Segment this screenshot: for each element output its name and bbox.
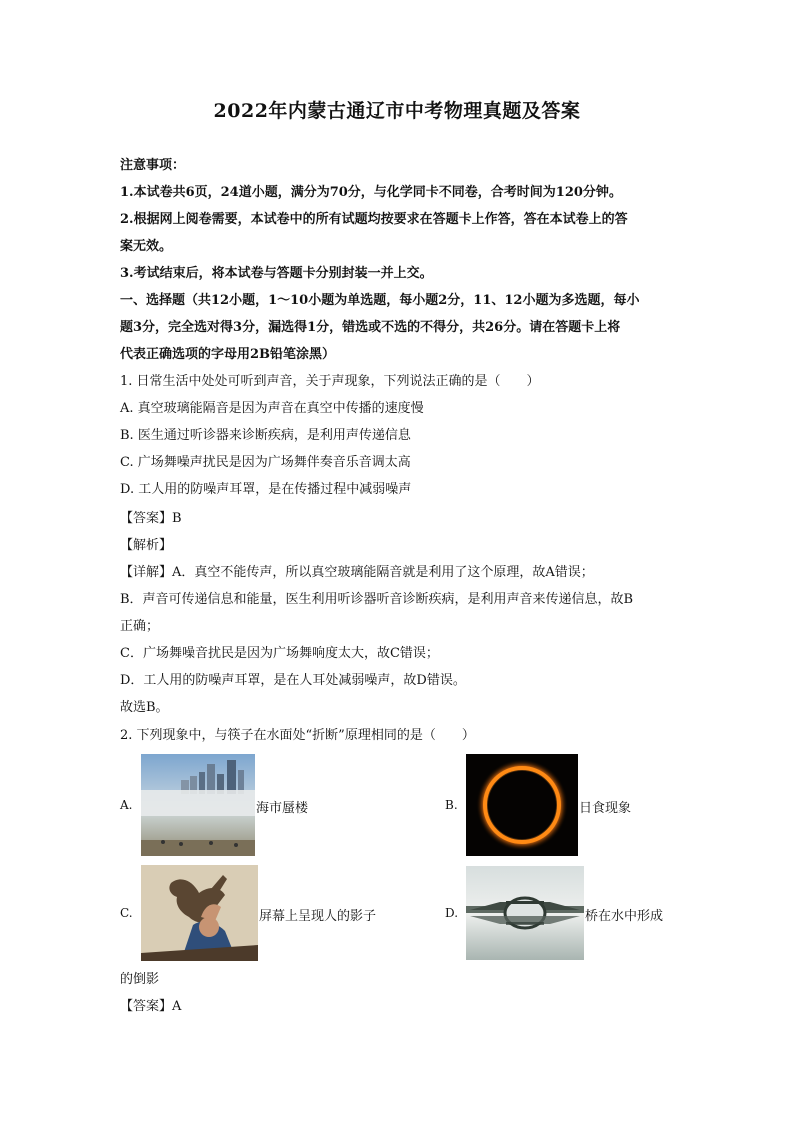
question-2-option-b-text: 日食现象: [579, 801, 632, 816]
notice-item-3: 3.考试结束后，将本试卷与答题卡分别封装一并上交。: [120, 266, 433, 281]
question-1-option-b: B. 医生通过听诊器来诊断疾病，是利用声传递信息: [120, 428, 411, 443]
section-heading-line-1: 一、选择题（共12小题，1～10小题为单选题，每小题2分，11、12小题为多选题，每小: [120, 293, 640, 308]
question-2-option-d-text-cont: 的倒影: [120, 972, 160, 987]
question-1-detail-3: 正确；: [120, 619, 160, 634]
question-2-option-b-letter: B.: [445, 798, 458, 812]
section-heading-line-2: 题3分，完全选对得3分，漏选得1分，错选或不选的不得分，共26分。请在答题卡上将: [120, 320, 621, 335]
mirage-image: [141, 754, 255, 856]
solar-eclipse-image: [466, 754, 578, 856]
question-1-analysis-label: 【解析】: [120, 538, 173, 553]
notice-item-2: 2.根据网上阅卷需要，本试卷中的所有试题均按要求在答题卡上作答，答在本试卷上的答: [120, 212, 628, 227]
notice-item-1: 1.本试卷共6页，24道小题，满分为70分，与化学同卡不同卷，合考时间为120分钟。: [120, 185, 622, 200]
question-1-option-d: D. 工人用的防噪声耳罩，是在传播过程中减弱噪声: [120, 482, 412, 497]
question-1-stem: 1. 日常生活中处处可听到声音，关于声现象，下列说法正确的是（ ）: [120, 374, 540, 389]
question-1-detail-1: 【详解】A．真空不能传声，所以真空玻璃能隔音就是利用了这个原理，故A错误；: [120, 565, 594, 580]
notice-item-2-cont: 案无效。: [120, 239, 173, 254]
question-2-option-d-text: 桥在水中形成: [585, 909, 664, 924]
question-2-option-d-letter: D.: [445, 906, 459, 920]
document-title: 2022年内蒙古通辽市中考物理真题及答案: [213, 100, 581, 122]
question-2-stem: 2. 下列现象中，与筷子在水面处“折断”原理相同的是（ ）: [120, 728, 475, 743]
question-1-option-c: C. 广场舞噪声扰民是因为广场舞伴奏音乐音调太高: [120, 455, 411, 470]
question-1-option-a: A. 真空玻璃能隔音是因为声音在真空中传播的速度慢: [120, 401, 424, 416]
question-1-detail-5: D．工人用的防噪声耳罩，是在人耳处减弱噪声，故D错误。: [120, 673, 466, 688]
notice-heading: 注意事项：: [120, 158, 186, 173]
question-2-option-a-letter: A.: [120, 798, 133, 812]
bridge-reflection-image: [466, 866, 584, 960]
question-1-detail-2: B．声音可传递信息和能量，医生利用听诊器听音诊断疾病，是利用声音来传递信息，故B: [120, 592, 634, 607]
question-2-option-c-text: 屏幕上呈现人的影子: [259, 909, 377, 924]
question-1-detail-4: C．广场舞噪音扰民是因为广场舞响度太大，故C错误；: [120, 646, 439, 661]
question-2-answer: 【答案】A: [120, 999, 182, 1014]
shadow-image: [141, 865, 258, 961]
question-1-detail-6: 故选B。: [120, 700, 169, 715]
question-1-answer: 【答案】B: [120, 511, 182, 526]
question-2-option-a-text: 海市蜃楼: [256, 801, 309, 816]
question-2-option-c-letter: C.: [120, 906, 133, 920]
section-heading-line-3: 代表正确选项的字母用2B铅笔涂黑）: [120, 347, 336, 362]
